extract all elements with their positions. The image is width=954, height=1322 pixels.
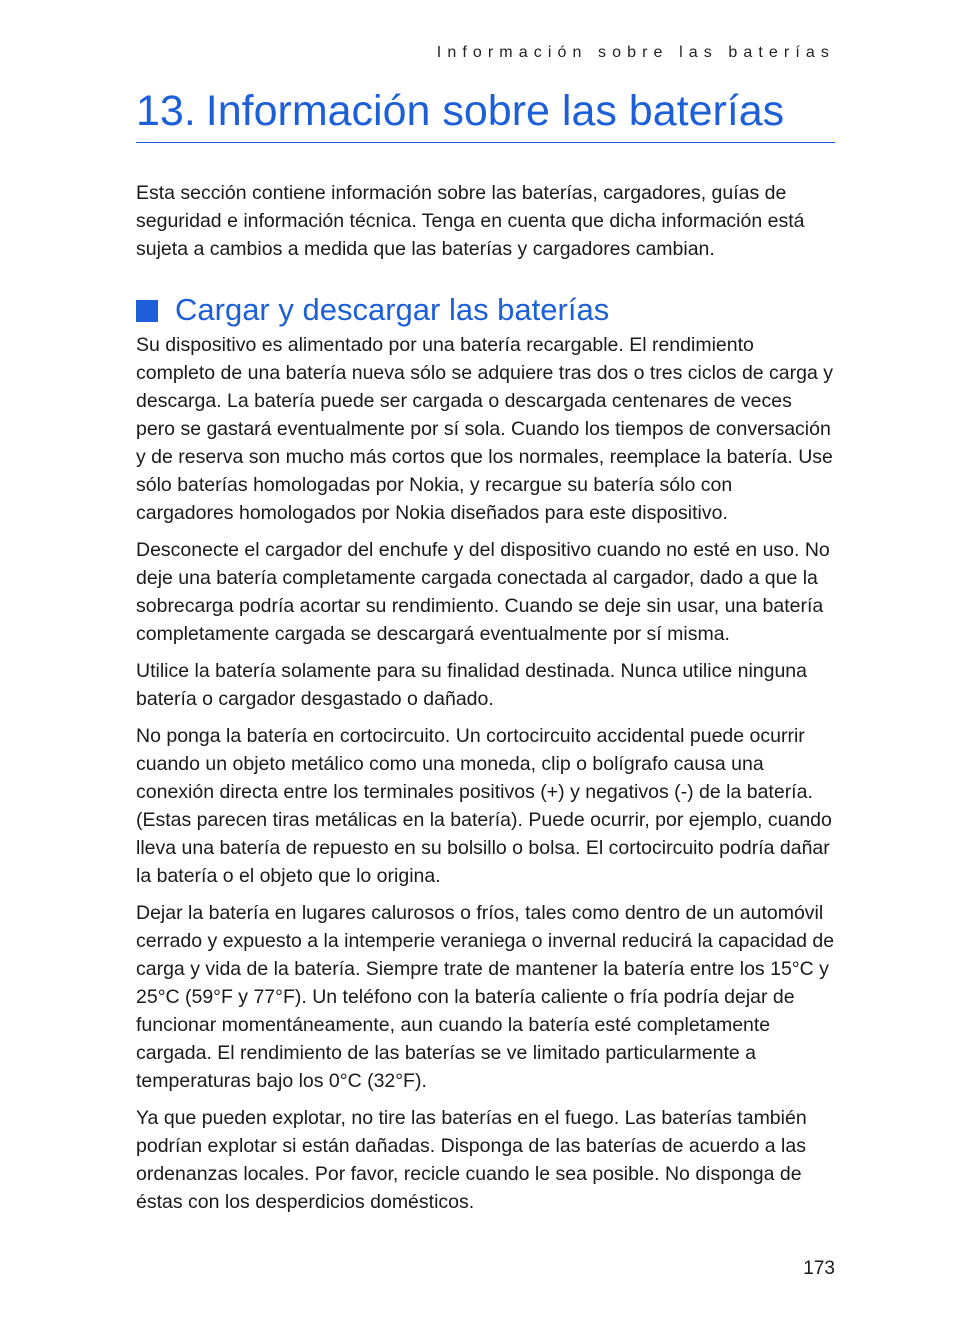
paragraph: Desconecte el cargador del enchufe y del dispositivo cuando no esté en uso. No deje una batería completamente cargada conectada al cargador, dado a que la sobrecarga podría acortar su rendimiento. Cuando se deje sin usar, una batería completamente cargada se descargará eventualmente por sí misma. <box>136 539 830 645</box>
square-bullet-icon <box>136 300 158 322</box>
page-number: 173 <box>803 1258 835 1279</box>
section-content <box>136 331 835 1225</box>
document-page <box>136 0 835 1322</box>
running-header: Información sobre las baterías <box>436 44 835 61</box>
paragraph: Ya que pueden explotar, no tire las baterías en el fuego. Las baterías también podrían explotar si están dañadas. Disponga de las baterías de acuerdo a las ordenanzas locales. Por favor, recicle cuando le sea posible. No disponga de éstas con los desperdicios domésticos. <box>136 1107 807 1213</box>
section-title-text: Cargar y descargar las baterías <box>175 292 610 327</box>
paragraph: Dejar la batería en lugares calurosos o fríos, tales como dentro de un automóvil cerrado y expuesto a la intemperie veraniega o invernal reducirá la capacidad de carga y vida de la batería. Siempre trate de mantener la batería entre los 15°C y 25°C (59°F y 77°F). Un teléfono con la batería caliente o fría podría dejar de funcionar momentáneamente, aun cuando la batería esté completamente cargada. El rendimiento de las baterías se ve limitado particularmente a temperaturas bajo los 0°C (32°F). <box>136 902 835 1092</box>
paragraph: No ponga la batería en cortocircuito. Un cortocircuito accidental puede ocurrir cuando un objeto metálico como una moneda, clip o bolígrafo causa una conexión directa entre los terminales positivos (+) y negativos (-) de la batería. (Estas parecen tiras metálicas en la batería). Puede ocurrir, por ejemplo, cuando lleva una batería de repuesto en su bolsillo o bolsa. El cortocircuito podría dañar la batería o el objeto que lo origina. <box>136 725 832 887</box>
chapter-number: 13. <box>136 87 196 135</box>
paragraph: Su dispositivo es alimentado por una batería recargable. El rendimiento completo de una batería nueva sólo se adquiere tras dos o tres ciclos de carga y descarga. La batería puede ser cargada o descargada centenares de veces pero se gastará eventualmente por sí sola. Cuando los tiempos de conversación y de reserva son mucho más cortos que los normales, reemplace la batería. Use sólo baterías homologadas por Nokia, y recargue su batería sólo con cargadores homologados por Nokia diseñados para este dispositivo. <box>136 334 833 524</box>
chapter-title-text: Información sobre las baterías <box>205 87 785 135</box>
paragraph: Utilice la batería solamente para su finalidad destinada. Nunca utilice ninguna batería o cargador desgastado o dañado. <box>136 660 807 710</box>
section-heading <box>136 289 609 331</box>
intro-paragraph: Esta sección contiene información sobre las baterías, cargadores, guías de seguridad e información técnica. Tenga en cuenta que dicha información está sujeta a cambios a medida que las baterías y cargadores cambian. <box>136 182 805 260</box>
chapter-title <box>136 84 835 143</box>
